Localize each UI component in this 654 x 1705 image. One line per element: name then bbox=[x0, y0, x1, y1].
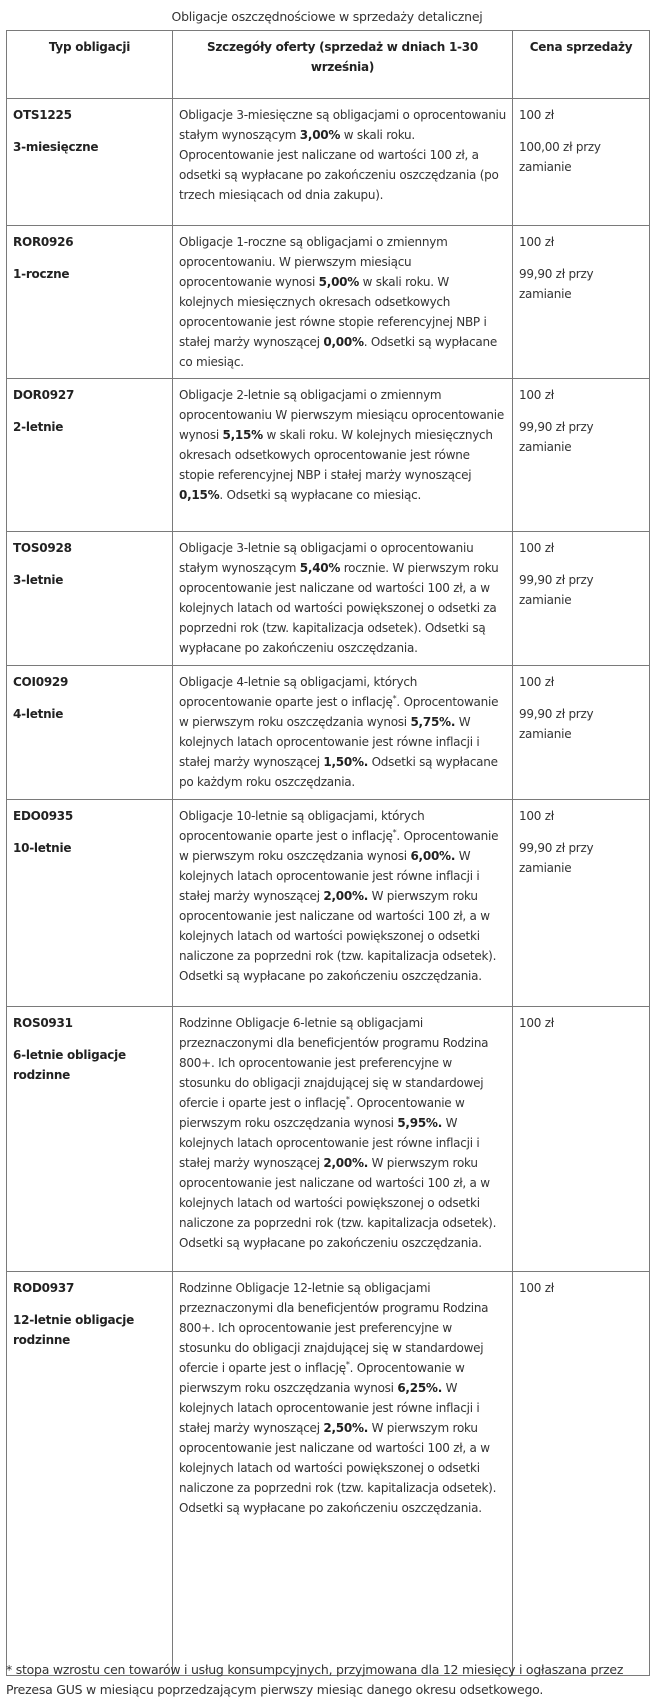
description-text: . Oprocentowanie w pierwszym roku oszczędzania wynosi bbox=[179, 829, 499, 863]
bond-term: 1-roczne bbox=[13, 267, 70, 281]
bond-term: 3-miesięczne bbox=[13, 140, 99, 154]
rate-value: 3,00% bbox=[299, 128, 341, 142]
description-text: Obligacje 3-miesięczne są obligacjami o oprocentowaniu stałym wynoszącym bbox=[179, 108, 506, 142]
description-text: Rodzinne Obligacje 6-letnie są obligacjami przeznaczonymi dla beneficjentów programu Rodzina 800+. Ich oprocentowanie jest preferencyjne w stosunku do obligacji znajdującej się w standardowej ofercie i oparte jest o inflację bbox=[179, 1016, 489, 1110]
description-text: W kolejnych latach oprocentowanie jest równe inflacji i stałej marży wynoszącej bbox=[179, 715, 480, 769]
rate-value: 6,00%. bbox=[410, 849, 456, 863]
bond-type-cell bbox=[7, 666, 173, 800]
header-sale-price: Cena sprzedaży bbox=[513, 31, 650, 99]
description-text: . Oprocentowanie w pierwszym roku oszczędzania wynosi bbox=[179, 1361, 465, 1395]
description-text: Obligacje 1-roczne są obligacjami o zmiennym oprocentowaniu. W pierwszym miesiącu oprocentowanie wynosi bbox=[179, 235, 448, 289]
table-row bbox=[7, 99, 650, 226]
description-text: Obligacje 4-letnie są obligacjami, których oprocentowanie oparte jest o inflację bbox=[179, 675, 418, 709]
swap-price: 100,00 zł przy zamianie bbox=[519, 140, 601, 174]
description-text: w skali roku. Oprocentowanie jest naliczane od wartości 100 zł, a odsetki są wypłacane po zakończeniu oszczędzania (po trzech miesiącach od dnia zakupu). bbox=[179, 128, 499, 202]
bond-code: ROS0931 bbox=[13, 1016, 73, 1030]
swap-price: 99,90 zł przy zamianie bbox=[519, 267, 594, 301]
rate-value: 6,25%. bbox=[397, 1381, 443, 1395]
description-text: W kolejnych latach oprocentowanie jest równe inflacji i stałej marży wynoszącej bbox=[179, 849, 480, 903]
bond-code: ROR0926 bbox=[13, 235, 74, 249]
sale-price-cell bbox=[513, 532, 650, 666]
rate-value: 5,40% bbox=[299, 561, 341, 575]
base-price: 100 zł bbox=[519, 809, 554, 823]
table-row bbox=[7, 800, 650, 1007]
swap-price: 99,90 zł przy zamianie bbox=[519, 707, 594, 741]
table-row bbox=[7, 226, 650, 379]
bond-code: TOS0928 bbox=[13, 541, 72, 555]
rate-value: 2,00%. bbox=[323, 1156, 369, 1170]
swap-price: 99,90 zł przy zamianie bbox=[519, 841, 594, 875]
rate-value: 0,00% bbox=[323, 335, 364, 349]
description-text: rocznie. W pierwszym roku oprocentowanie jest naliczane od wartości 100 zł, a w kolejnych latach od wartości powiększonej o odsetki za poprzedni rok (tzw. kapitalizacja odsetek). Odsetki są wypłacane po zakończeniu oszczędzania. bbox=[179, 561, 499, 655]
offer-details-cell bbox=[173, 666, 513, 800]
table-caption: Obligacje oszczędnościowe w sprzedaży detalicznej bbox=[171, 9, 483, 24]
sale-price-cell bbox=[513, 99, 650, 226]
sale-price-cell bbox=[513, 1272, 650, 1676]
header-bond-type: Typ obligacji bbox=[7, 31, 173, 99]
base-price: 100 zł bbox=[519, 1281, 554, 1295]
bond-code: DOR0927 bbox=[13, 388, 75, 402]
bond-code: COI0929 bbox=[13, 675, 69, 689]
sale-price-cell bbox=[513, 226, 650, 379]
bond-code: ROD0937 bbox=[13, 1281, 75, 1295]
footnote: * stopa wzrostu cen towarów i usług konsumpcyjnych, przyjmowana dla 12 miesięcy i ogłaszana przez Prezesa GUS w miesiącu poprzedzającym pierwszy miesiąc danego okresu odsetkowego. bbox=[6, 1662, 624, 1697]
description-text: W pierwszym roku oprocentowanie jest naliczane od wartości 100 zł, a w kolejnych latach od wartości powiększonej o odsetki naliczone za poprzedni rok (tzw. kapitalizacja odsetek). Odsetki są wypłacane po zakończeniu oszczędzania. bbox=[179, 1156, 497, 1250]
footnote-marker: * bbox=[345, 1360, 350, 1369]
rate-value: 5,75%. bbox=[410, 715, 456, 729]
rate-value: 5,15% bbox=[222, 428, 263, 442]
rate-value: 5,00% bbox=[318, 275, 360, 289]
offer-details-cell bbox=[173, 1007, 513, 1272]
description-text: W kolejnych latach oprocentowanie jest równe inflacji i stałej marży wynoszącej bbox=[179, 1381, 480, 1435]
bond-code: EDO0935 bbox=[13, 809, 74, 823]
description-text: W pierwszym roku oprocentowanie jest naliczane od wartości 100 zł, a w kolejnych latach od wartości powiększonej o odsetki naliczone za poprzedni rok (tzw. kapitalizacja odsetek). Odsetki są wypłacane po zakończeniu oszczędzania. bbox=[179, 889, 497, 983]
table-row bbox=[7, 666, 650, 800]
footnote-marker: * bbox=[392, 694, 397, 703]
base-price: 100 zł bbox=[519, 675, 554, 689]
description-text: Obligacje 3-letnie są obligacjami o oprocentowaniu stałym wynoszącym bbox=[179, 541, 474, 575]
bond-term: 12-letnie obligacje rodzinne bbox=[13, 1313, 135, 1347]
base-price: 100 zł bbox=[519, 235, 554, 249]
header-offer-details: Szczegóły oferty (sprzedaż w dniach 1-30 września) bbox=[173, 31, 513, 99]
description-text: . Oprocentowanie w pierwszym roku oszczędzania wynosi bbox=[179, 695, 499, 729]
offer-details-cell bbox=[173, 1272, 513, 1676]
description-text: . Odsetki są wypłacane co miesiąc. bbox=[219, 488, 422, 502]
description-text: Obligacje 10-letnie są obligacjami, których oprocentowanie oparte jest o inflację bbox=[179, 809, 425, 843]
swap-price: 99,90 zł przy zamianie bbox=[519, 573, 594, 607]
bond-term: 2-letnie bbox=[13, 420, 64, 434]
bond-type-cell bbox=[7, 532, 173, 666]
rate-value: 2,50%. bbox=[323, 1421, 369, 1435]
base-price: 100 zł bbox=[519, 388, 554, 402]
description-text: Odsetki są wypłacane po każdym roku oszczędzania. bbox=[179, 755, 498, 789]
bond-term: 10-letnie bbox=[13, 841, 72, 855]
description-text: . Oprocentowanie w pierwszym roku oszczędzania wynosi bbox=[179, 1096, 465, 1130]
description-text: w skali roku. W kolejnych miesięcznych okresach odsetkowych oprocentowanie jest równe stopie referencyjnej NBP i stałej marży wynoszącej bbox=[179, 428, 493, 482]
bonds-table bbox=[6, 30, 650, 1676]
table-body bbox=[7, 99, 650, 1676]
rate-value: 1,50%. bbox=[323, 755, 369, 769]
description-text: . Odsetki są wypłacane co miesiąc. bbox=[179, 335, 498, 369]
base-price: 100 zł bbox=[519, 108, 554, 122]
sale-price-cell bbox=[513, 666, 650, 800]
rate-value: 2,00%. bbox=[323, 889, 369, 903]
bond-type-cell bbox=[7, 226, 173, 379]
swap-price: 99,90 zł przy zamianie bbox=[519, 420, 594, 454]
sale-price-cell bbox=[513, 1007, 650, 1272]
bond-term: 3-letnie bbox=[13, 573, 64, 587]
description-text: Obligacje 2-letnie są obligacjami o zmiennym oprocentowaniu W pierwszym miesiącu oprocentowanie wynosi bbox=[179, 388, 505, 442]
base-price: 100 zł bbox=[519, 541, 554, 555]
footnote-marker: * bbox=[392, 828, 397, 837]
table-row bbox=[7, 1007, 650, 1272]
table-header-row bbox=[7, 31, 650, 99]
description-text: Rodzinne Obligacje 12-letnie są obligacjami przeznaczonymi dla beneficjentów programu Rodzina 800+. Ich oprocentowanie jest preferencyjne w stosunku do obligacji znajdującej się w standardowej ofercie i oparte jest o inflację bbox=[179, 1281, 489, 1375]
table-row bbox=[7, 1272, 650, 1676]
bond-term: 4-letnie bbox=[13, 707, 64, 721]
bond-code: OTS1225 bbox=[13, 108, 72, 122]
offer-details-cell bbox=[173, 99, 513, 226]
description-text: w skali roku. W kolejnych miesięcznych okresach odsetkowych oprocentowanie jest równe stopie referencyjnej NBP i stałej marży wynoszącej bbox=[179, 275, 487, 349]
description-text: W pierwszym roku oprocentowanie jest naliczane od wartości 100 zł, a w kolejnych latach od wartości powiększonej o odsetki naliczone za poprzedni rok (tzw. kapitalizacja odsetek). Odsetki są wypłacane po zakończeniu oszczędzania. bbox=[179, 1421, 497, 1515]
bond-term: 6-letnie obligacje rodzinne bbox=[13, 1048, 126, 1082]
offer-details-cell bbox=[173, 226, 513, 379]
bond-type-cell bbox=[7, 1007, 173, 1272]
rate-value: 0,15% bbox=[179, 488, 220, 502]
bond-type-cell bbox=[7, 800, 173, 1007]
bond-type-cell bbox=[7, 99, 173, 226]
bond-type-cell bbox=[7, 379, 173, 532]
rate-value: 5,95%. bbox=[397, 1116, 443, 1130]
sale-price-cell bbox=[513, 800, 650, 1007]
table-row bbox=[7, 532, 650, 666]
sale-price-cell bbox=[513, 379, 650, 532]
footnote-marker: * bbox=[345, 1095, 350, 1104]
table-row bbox=[7, 379, 650, 532]
offer-details-cell bbox=[173, 800, 513, 1007]
description-text: W kolejnych latach oprocentowanie jest równe inflacji i stałej marży wynoszącej bbox=[179, 1116, 480, 1170]
offer-details-cell bbox=[173, 532, 513, 666]
offer-details-cell bbox=[173, 379, 513, 532]
bond-type-cell bbox=[7, 1272, 173, 1676]
base-price: 100 zł bbox=[519, 1016, 554, 1030]
